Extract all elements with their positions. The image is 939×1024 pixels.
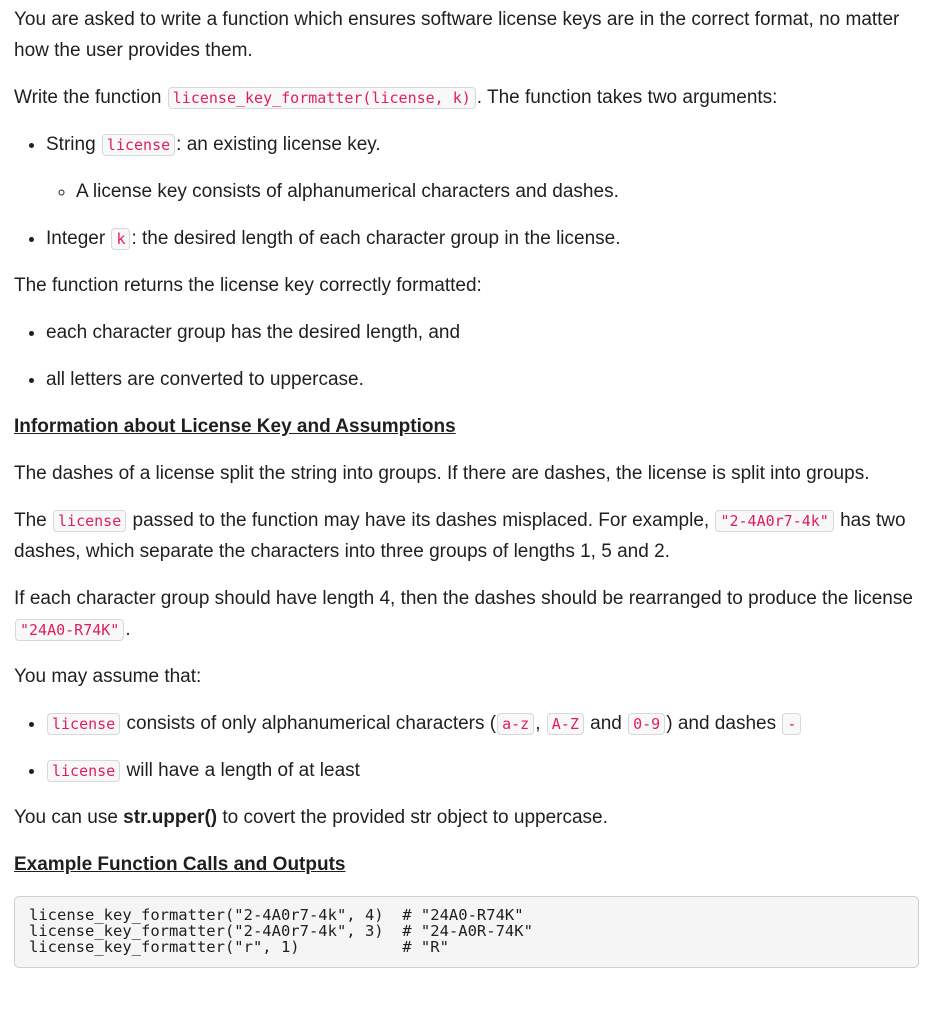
dash-code: -: [782, 713, 801, 735]
example-key-code: "2-4A0r7-4k": [715, 510, 833, 532]
k-code: k: [111, 228, 130, 250]
upper-paragraph: [14, 802, 919, 833]
assumption-length-text: will have a length of at least: [121, 760, 360, 781]
argument-license-after: : an existing license key.: [176, 134, 381, 155]
upper-text-after: to covert the provided str object to uppercase.: [217, 807, 608, 828]
write-function-after: . The function takes two arguments:: [476, 87, 778, 108]
dashes-paragraph: [14, 458, 919, 489]
assumption-text-2: ,: [535, 713, 546, 734]
uppercase-range-code: A-Z: [547, 713, 584, 735]
write-function-paragraph: [14, 82, 919, 113]
argument-license: [46, 129, 919, 207]
license-code: license: [47, 760, 120, 782]
license-code: license: [102, 134, 175, 156]
code-line: license_key_formatter("2-4A0r7-4k", 3) # "24-A0R-74K": [29, 922, 533, 940]
rearrange-paragraph: [14, 583, 919, 645]
license-code: license: [47, 713, 120, 735]
returns-list: [14, 317, 919, 395]
example-heading-text: Example Function Calls and Outputs: [14, 854, 346, 875]
returns-item: • each character group has the desired length, and: [46, 317, 919, 348]
assume-text: You may assume that:: [14, 666, 202, 687]
rearrange-text-before: If each character group should have length 4, then the dashes should be rearranged to produce the license: [14, 588, 913, 609]
function-signature-code: license_key_formatter(license, k): [168, 87, 476, 109]
returns-text: The function returns the license key correctly formatted:: [14, 275, 482, 296]
returns-item: • all letters are converted to uppercase.: [46, 364, 919, 395]
example-text-2: passed to the function may have its dashes misplaced. For example,: [127, 510, 715, 531]
info-heading: [14, 411, 919, 442]
argument-k: [46, 223, 919, 254]
intro-paragraph: [14, 4, 919, 66]
assumption-text-1: consists of only alphanumerical characters (: [121, 713, 497, 734]
license-sub-item: ◦ A license key consists of alphanumerical characters and dashes.: [76, 176, 919, 207]
code-line: license_key_formatter("2-4A0r7-4k", 4) # "24A0-R74K": [29, 906, 524, 924]
rearrange-text-after: .: [125, 619, 131, 640]
argument-k-before: Integer: [46, 228, 111, 249]
write-function-before: Write the function: [14, 87, 167, 108]
dashes-text: The dashes of a license split the string into groups. If there are dashes, the license is split into groups.: [14, 463, 870, 484]
argument-license-before: String: [46, 134, 101, 155]
upper-text-before: You can use: [14, 807, 124, 828]
str-upper-bold: str.upper(): [123, 807, 218, 828]
rearranged-key-code: "24A0-R74K": [15, 619, 124, 641]
code-line: license_key_formatter("r", 1) # "R": [29, 938, 449, 956]
example-paragraph: [14, 505, 919, 567]
assumption-item: [46, 708, 919, 739]
example-text-1: The: [14, 510, 53, 531]
assumption-text-3: and: [584, 713, 628, 734]
example-heading: [14, 849, 919, 880]
example-code-block: [14, 896, 919, 968]
info-heading-text: Information about License Key and Assumptions: [14, 416, 456, 437]
license-sub-list: [46, 176, 919, 207]
example-text-3: has two dashes, which separate the characters into three groups of lengths 1, 5 and 2.: [14, 510, 906, 562]
assumptions-list: [14, 708, 919, 786]
argument-k-after: : the desired length of each character group in the license.: [131, 228, 621, 249]
lowercase-range-code: a-z: [497, 713, 534, 735]
license-code: license: [53, 510, 126, 532]
digit-range-code: 0-9: [628, 713, 665, 735]
assume-paragraph: [14, 661, 919, 692]
assumption-item: [46, 755, 919, 786]
intro-text: You are asked to write a function which ensures software license keys are in the correct format, no matter how the user provides them.: [14, 9, 900, 61]
assumption-text-4: ) and dashes: [666, 713, 782, 734]
returns-paragraph: [14, 270, 919, 301]
arguments-list: [14, 129, 919, 254]
